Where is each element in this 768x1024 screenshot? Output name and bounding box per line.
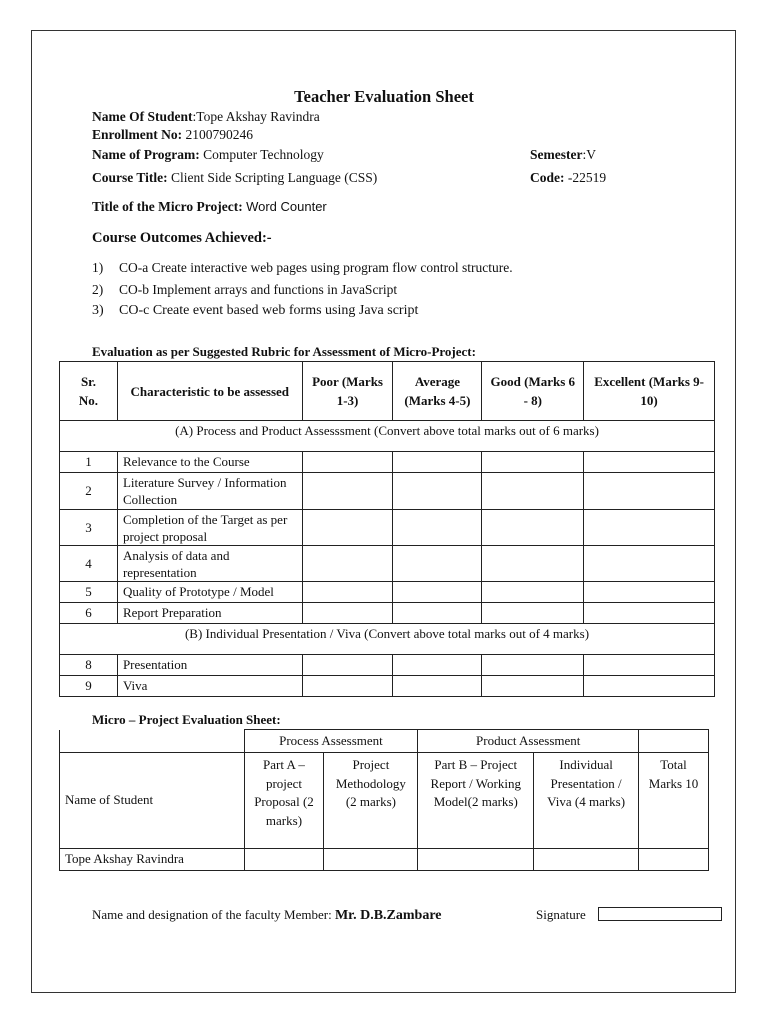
section-a-row bbox=[60, 421, 715, 452]
student-name-cell: Tope Akshay Ravindra bbox=[60, 849, 245, 871]
cell-average bbox=[393, 546, 482, 582]
table-row bbox=[60, 510, 715, 546]
student-name-line: Name Of Student:Tope Akshay Ravindra bbox=[92, 109, 320, 124]
page-title: Teacher Evaluation Sheet bbox=[294, 87, 474, 106]
cell-poor bbox=[302, 676, 393, 697]
student-name-value: Tope Akshay Ravindra bbox=[196, 109, 320, 124]
section-b-title: (B) Individual Presentation / Viva (Convert above total marks out of 4 marks) bbox=[60, 624, 715, 655]
row-characteristic: Relevance to the Course bbox=[117, 452, 302, 473]
marks-cell bbox=[244, 849, 324, 871]
table-row bbox=[60, 452, 715, 473]
signature-label: Signature bbox=[536, 907, 586, 922]
course-line bbox=[92, 170, 377, 186]
cell-poor bbox=[302, 655, 393, 676]
table-row bbox=[60, 473, 715, 510]
rubric-table bbox=[59, 361, 715, 697]
marks-cell bbox=[534, 849, 639, 871]
rubric-heading: Evaluation as per Suggested Rubric for Assessment of Micro-Project: bbox=[92, 344, 476, 359]
assessment-group-row bbox=[60, 730, 709, 753]
cell-excellent bbox=[584, 655, 715, 676]
table-row bbox=[60, 849, 709, 871]
cell-excellent bbox=[584, 582, 715, 603]
row-characteristic: Analysis of data and representation bbox=[117, 546, 302, 582]
cell-average bbox=[393, 603, 482, 624]
code-value: -22519 bbox=[567, 170, 607, 185]
row-number: 8 bbox=[60, 655, 118, 676]
outcome-text: CO-c Create event based web forms using Java script bbox=[119, 303, 419, 318]
cell-excellent bbox=[584, 676, 715, 697]
cell-average bbox=[393, 510, 482, 546]
table-row bbox=[60, 603, 715, 624]
enrollment-label: Enrollment No: bbox=[92, 127, 183, 142]
micro-eval-table bbox=[59, 729, 709, 871]
cell-poor bbox=[302, 546, 393, 582]
cell-good bbox=[482, 452, 584, 473]
cell-excellent bbox=[584, 510, 715, 546]
part-b-header: Part B – Project Report / Working Model(2 marks) bbox=[418, 753, 534, 849]
cell-average bbox=[393, 452, 482, 473]
individual-header: Individual Presentation / Viva (4 marks) bbox=[534, 753, 639, 849]
row-number: 4 bbox=[60, 546, 118, 582]
table-row bbox=[60, 676, 715, 697]
marks-cell bbox=[324, 849, 418, 871]
row-number: 6 bbox=[60, 603, 118, 624]
cell-good bbox=[482, 603, 584, 624]
part-a-header: Part A – project Proposal (2 marks) bbox=[244, 753, 324, 849]
section-a-title: (A) Process and Product Assesssment (Convert above total marks out of 6 marks) bbox=[60, 421, 715, 452]
micro-project-line bbox=[92, 199, 327, 215]
row-number: 5 bbox=[60, 582, 118, 603]
process-assessment-header: Process Assessment bbox=[244, 730, 418, 753]
program-value: Computer Technology bbox=[203, 147, 324, 162]
row-number: 2 bbox=[60, 473, 118, 510]
row-number: 9 bbox=[60, 676, 118, 697]
program-label: Name of Program: bbox=[92, 147, 200, 162]
cell-excellent bbox=[584, 546, 715, 582]
marks-cell bbox=[418, 849, 534, 871]
cell-poor bbox=[302, 582, 393, 603]
table-row bbox=[60, 546, 715, 582]
outcomes-heading: Course Outcomes Achieved:- bbox=[92, 230, 272, 246]
cell-poor bbox=[302, 452, 393, 473]
outcome-item bbox=[92, 303, 418, 319]
code-line bbox=[530, 170, 606, 186]
cell-good bbox=[482, 510, 584, 546]
row-characteristic: Report Preparation bbox=[117, 603, 302, 624]
row-number: 3 bbox=[60, 510, 118, 546]
outcome-item bbox=[92, 282, 397, 298]
cell-poor bbox=[302, 603, 393, 624]
header-characteristic: Characteristic to be assessed bbox=[117, 362, 302, 421]
rubric-header-row bbox=[60, 362, 715, 421]
blank-cell bbox=[639, 730, 709, 753]
blank-cell bbox=[60, 730, 245, 753]
header-average: Average (Marks 4-5) bbox=[393, 362, 482, 421]
cell-good bbox=[482, 546, 584, 582]
cell-average bbox=[393, 473, 482, 510]
row-characteristic: Viva bbox=[117, 676, 302, 697]
cell-average bbox=[393, 676, 482, 697]
marks-cell bbox=[639, 849, 709, 871]
criteria-row bbox=[60, 753, 709, 849]
section-b-row bbox=[60, 624, 715, 655]
cell-poor bbox=[302, 510, 393, 546]
enrollment-value: 2100790246 bbox=[185, 127, 253, 142]
outcome-number: 3) bbox=[92, 303, 104, 318]
micro-project-value: Word Counter bbox=[246, 199, 327, 214]
row-characteristic: Completion of the Target as per project proposal bbox=[117, 510, 302, 546]
course-value: Client Side Scripting Language (CSS) bbox=[171, 170, 378, 185]
outcome-text: CO-b Implement arrays and functions in JavaScript bbox=[119, 282, 398, 297]
cell-good bbox=[482, 582, 584, 603]
outcome-number: 1) bbox=[92, 260, 104, 275]
faculty-label: Name and designation of the faculty Member: bbox=[92, 907, 332, 922]
header-sr-no: Sr. No. bbox=[60, 362, 118, 421]
cell-poor bbox=[302, 473, 393, 510]
header-good: Good (Marks 6 - 8) bbox=[482, 362, 584, 421]
cell-average bbox=[393, 582, 482, 603]
table-row bbox=[60, 582, 715, 603]
cell-average bbox=[393, 655, 482, 676]
enrollment-line bbox=[92, 127, 253, 143]
cell-excellent bbox=[584, 473, 715, 510]
outcome-number: 2) bbox=[92, 282, 104, 297]
methodology-header: Project Methodology (2 marks) bbox=[324, 753, 418, 849]
cell-good bbox=[482, 676, 584, 697]
product-assessment-header: Product Assessment bbox=[418, 730, 639, 753]
course-label: Course Title: bbox=[92, 170, 168, 185]
cell-excellent bbox=[584, 452, 715, 473]
row-number: 1 bbox=[60, 452, 118, 473]
cell-good bbox=[482, 655, 584, 676]
semester-label: Semester bbox=[530, 147, 583, 162]
row-characteristic: Presentation bbox=[117, 655, 302, 676]
semester-line: Semester:V bbox=[530, 147, 596, 162]
semester-value: V bbox=[586, 147, 596, 162]
row-characteristic: Quality of Prototype / Model bbox=[117, 582, 302, 603]
outcome-item bbox=[92, 260, 513, 276]
student-name-label: Name Of Student bbox=[92, 109, 193, 124]
row-characteristic: Literature Survey / Information Collection bbox=[117, 473, 302, 510]
faculty-name: Mr. D.B.Zambare bbox=[334, 908, 442, 923]
name-of-student-header: Name of Student bbox=[60, 753, 245, 849]
micro-eval-heading: Micro – Project Evaluation Sheet: bbox=[92, 712, 281, 727]
code-label: Code: bbox=[530, 170, 565, 185]
total-marks-header: Total Marks 10 bbox=[639, 753, 709, 849]
micro-project-label: Title of the Micro Project: bbox=[92, 199, 243, 214]
outcome-text: CO-a Create interactive web pages using program flow control structure. bbox=[119, 260, 513, 275]
cell-excellent bbox=[584, 603, 715, 624]
faculty-line bbox=[92, 907, 442, 924]
cell-good bbox=[482, 473, 584, 510]
program-line bbox=[92, 147, 324, 163]
header-poor: Poor (Marks 1-3) bbox=[302, 362, 393, 421]
signature-box[interactable] bbox=[598, 907, 722, 921]
header-excellent: Excellent (Marks 9-10) bbox=[584, 362, 715, 421]
table-row bbox=[60, 655, 715, 676]
